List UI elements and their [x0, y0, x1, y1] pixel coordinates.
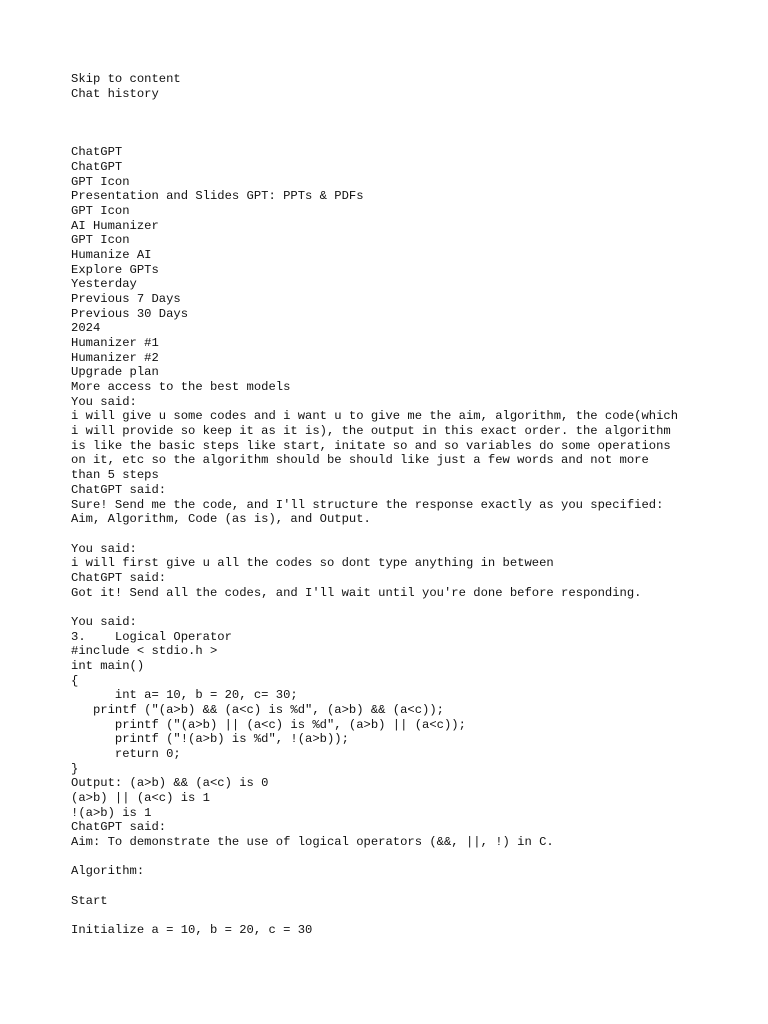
assistant-message	[71, 571, 751, 600]
speaker-label: ChatGPT said:	[71, 482, 167, 497]
sidebar	[71, 145, 751, 394]
code-line: return 0;	[71, 746, 181, 761]
algorithm-step: Start	[71, 893, 108, 908]
user-message	[71, 395, 751, 483]
spacer	[71, 908, 751, 923]
output-line: (a>b) || (a<c) is 1	[71, 790, 210, 805]
chat-history-heading: Chat history	[71, 86, 159, 101]
code-line: 3. Logical Operator	[71, 629, 232, 644]
sidebar-item-humanize-ai[interactable]: Humanize AI	[71, 248, 152, 263]
sidebar-item-ai-humanizer[interactable]: AI Humanizer	[71, 218, 159, 233]
skip-to-content-link[interactable]: Skip to content	[71, 72, 181, 86]
user-message-code	[71, 615, 751, 820]
sidebar-item-presentation-gpt[interactable]: Presentation and Slides GPT: PPTs & PDFs	[71, 189, 364, 204]
section-heading-previous-7-days: Previous 7 Days	[71, 292, 181, 307]
code-line: }	[71, 761, 79, 776]
section-heading-2024: 2024	[71, 321, 101, 336]
message-line: than 5 steps	[71, 468, 159, 483]
code-line: #include < stdio.h >	[71, 644, 218, 659]
sidebar-item-chatgpt[interactable]: ChatGPT	[71, 160, 123, 175]
code-line: int main()	[71, 658, 145, 673]
conversation	[71, 395, 751, 938]
chat-item-humanizer-2[interactable]: Humanizer #2	[71, 350, 159, 365]
upgrade-plan-subtitle: More access to the best models	[71, 380, 291, 395]
output-line: Output: (a>b) && (a<c) is 0	[71, 776, 269, 791]
message-line: is like the basic steps like start, initate so and so variables do some operations	[71, 438, 671, 453]
message-line: Aim, Algorithm, Code (as is), and Output.	[71, 512, 371, 527]
message-line: Sure! Send me the code, and I'll structure the response exactly as you specified:	[71, 497, 664, 512]
speaker-label: You said:	[71, 614, 137, 629]
aim-line: Aim: To demonstrate the use of logical operators (&&, ||, !) in C.	[71, 834, 554, 849]
speaker-label: ChatGPT said:	[71, 570, 167, 585]
section-heading-yesterday: Yesterday	[71, 277, 137, 292]
code-line: {	[71, 673, 79, 688]
speaker-label: ChatGPT said:	[71, 820, 167, 835]
gpt-icon: GPT Icon	[71, 233, 130, 248]
message-line: Got it! Send all the codes, and I'll wait until you're done before responding.	[71, 585, 642, 600]
section-heading-previous-30-days: Previous 30 Days	[71, 306, 189, 321]
speaker-label: You said:	[71, 394, 137, 409]
message-line: i will give u some codes and i want u to give me the aim, algorithm, the code(which	[71, 409, 679, 424]
user-message	[71, 542, 751, 571]
saved-chat-page	[71, 72, 751, 938]
spacer	[71, 600, 751, 615]
code-line: int a= 10, b = 20, c= 30;	[71, 688, 298, 703]
assistant-message	[71, 483, 751, 527]
spacer	[71, 879, 751, 894]
sidebar-item-chatgpt-logo[interactable]: ChatGPT	[71, 145, 123, 160]
gpt-icon: GPT Icon	[71, 174, 130, 189]
spacer	[71, 850, 751, 865]
spacer	[71, 101, 751, 145]
code-line: printf ("(a>b) && (a<c) is %d", (a>b) && (a<c));	[71, 702, 444, 717]
message-line: i will provide so keep it as it is), the output in this exact order. the algorithm	[71, 424, 671, 439]
sidebar-item-explore-gpts[interactable]: Explore GPTs	[71, 262, 159, 277]
message-line: on it, etc so the algorithm should be should like just a few words and not more	[71, 453, 649, 468]
upgrade-plan-button[interactable]: Upgrade plan	[71, 365, 159, 380]
assistant-message	[71, 820, 751, 937]
algorithm-step: Initialize a = 10, b = 20, c = 30	[71, 922, 313, 937]
code-line: printf ("!(a>b) is %d", !(a>b));	[71, 732, 349, 747]
chat-item-humanizer-1[interactable]: Humanizer #1	[71, 336, 159, 351]
gpt-icon: GPT Icon	[71, 204, 130, 219]
output-line: !(a>b) is 1	[71, 805, 152, 820]
spacer	[71, 527, 751, 542]
message-line: i will first give u all the codes so dont type anything in between	[71, 556, 554, 571]
speaker-label: You said:	[71, 541, 137, 556]
algorithm-heading: Algorithm:	[71, 864, 145, 879]
code-line: printf ("(a>b) || (a<c) is %d", (a>b) || (a<c));	[71, 717, 466, 732]
